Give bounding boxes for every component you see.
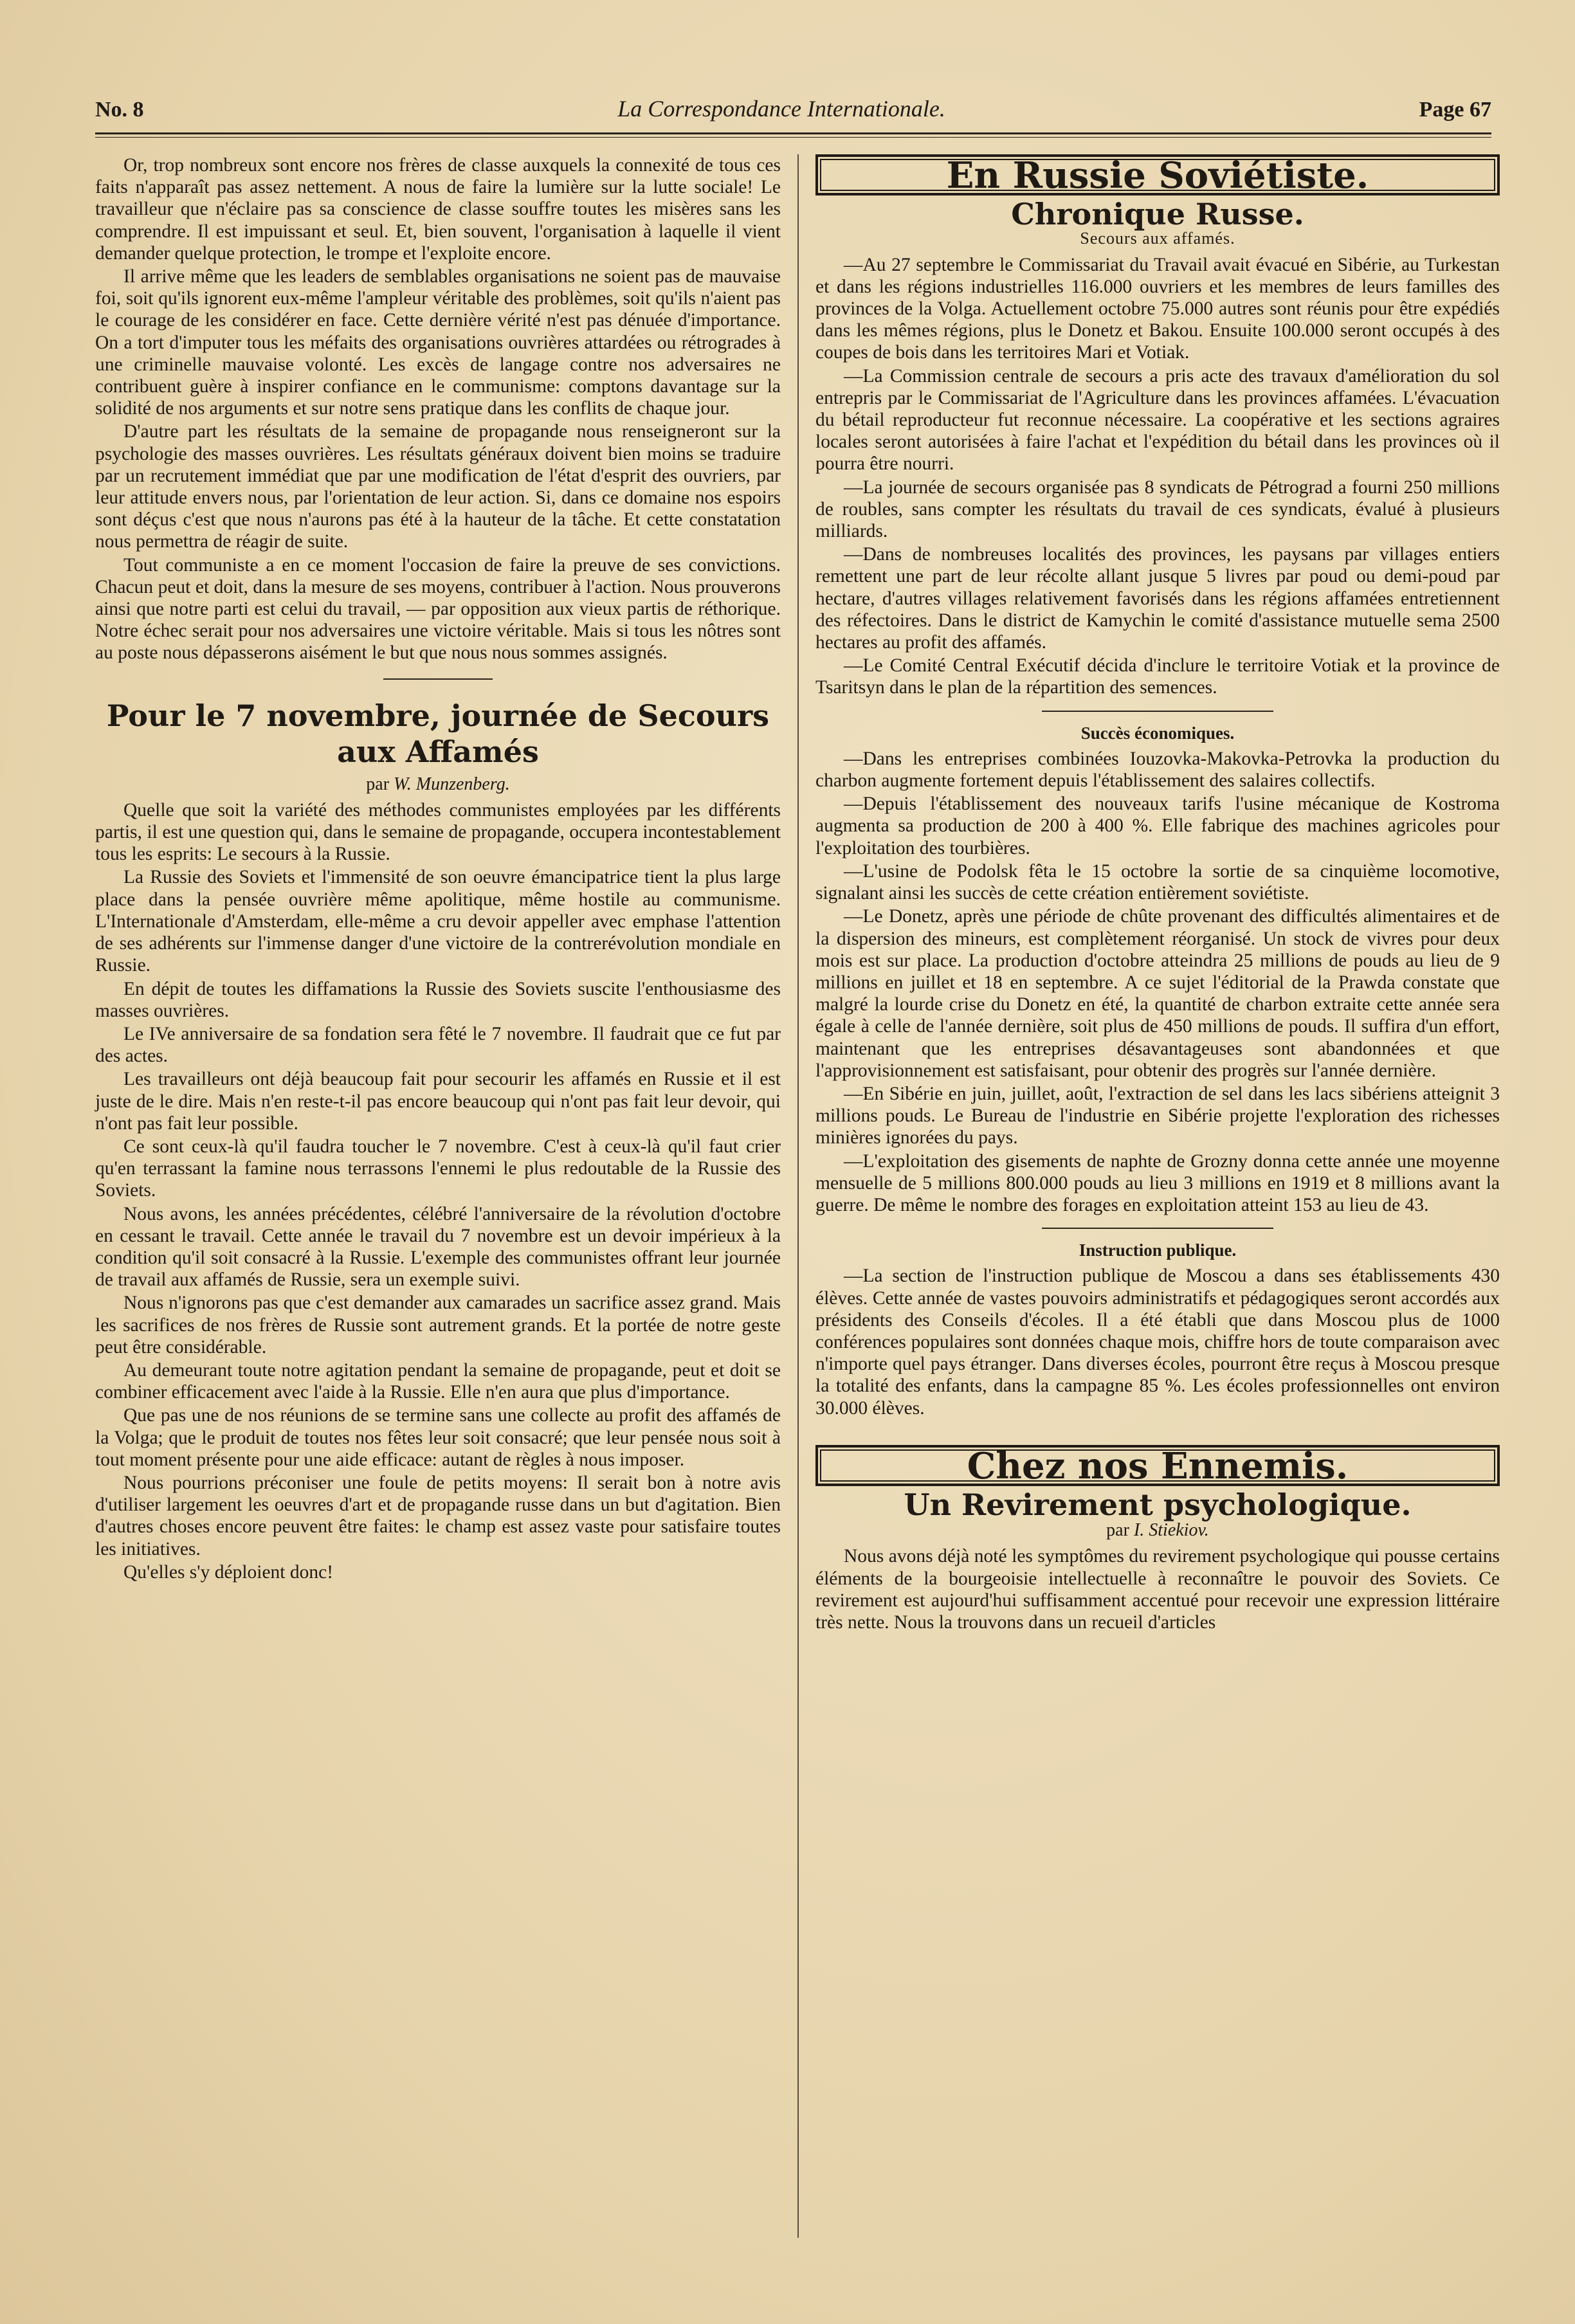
issue-number: No. 8 <box>95 98 144 122</box>
section-head-succes: Succès économiques. <box>1080 723 1235 743</box>
paragraph: —Le Donetz, après une période de chûte provenant des difficultés alimentaires et de la dispersion des mineurs, est complètement réorganisé. Un stock de vivres pour deux mois est sur place. La production d'octobre atteindra 25 millions de pouds au lieu de 9 millions en juillet et 18 en septembre. A ce sujet l'éditorial de la Prawda constate que malgré la lourde crise du Donetz en été, la quantité de charbon extraite cette année sera égale à celle de l'année dernière, soit plus de 450 millions de pouds. Il suffira d'un effort, maintenant que les entreprises désavantageuses sont abandonnées et que l'approvisionnement est satisfaisant, pour obtenir des progrès sur l'année dernière. <box>815 906 1500 1081</box>
paragraph: Nous avons déjà noté les symptômes du revirement psychologique qui pousse certains éléments de la bourgeoisie intellectuelle à reconnaître le pouvoir des Soviets. Ce revirement est aujourd'hui suffisamment accentué pour recevoir une expression littéraire très nette. Nous la trouvons dans un recueil d'articles <box>815 1546 1500 1633</box>
paragraph: Nous n'ignorons pas que c'est demander aux camarades un sacrifice assez grand. Mais les sacrifices de nos frères de Russie sont autrement grands. Et la portée de notre geste peut être considérable. <box>95 1293 781 1357</box>
page-header <box>95 95 1491 134</box>
paragraph: —En Sibérie en juin, juillet, août, l'extraction de sel dans les lacs sibériens atteignit 3 millions pouds. Le Bureau de l'industrie en Sibérie projette l'exploration des richesses minières ignorées du pays. <box>815 1083 1500 1148</box>
article-body <box>95 799 781 1583</box>
left-column <box>95 154 781 1583</box>
section-separator <box>1042 1228 1273 1229</box>
journal-title: La Correspondance Internationale. <box>617 96 945 122</box>
spacer <box>815 1419 1500 1445</box>
paragraph: —Depuis l'établissement des nouveaux tarifs l'usine mécanique de Kostroma augmenta sa production de 200 à 400 %. Elle fabrique des machines agricoles pour l'exploitation des tourbières. <box>815 794 1500 858</box>
paragraph: —Dans de nombreuses localités des provinces, les paysans par villages entiers remettent une part de leur récolte allant jusque 5 livres par poud ou demi-poud par hectare, d'autres villages relativement favorisés dans les régions affamées entretiennent des réfectoires. Dans le district de Kamychin le comité d'assistance mutuelle sema 2500 hectares au profit des affamés. <box>815 544 1500 653</box>
header-rule <box>95 132 1491 134</box>
section-head-instruction: Instruction publique. <box>1079 1240 1237 1260</box>
paragraph: Qu'elles s'y déploient donc! <box>123 1561 334 1583</box>
byline-prefix: par <box>366 774 390 794</box>
paragraph: —L'exploitation des gisements de naphte de Grozny donna cette année une moyenne mensuelle de 5 millions 800.000 pouds au lieu 3 millions en 1919 et 8 millions avant la guerre. De même le nombre des forages en exploitation atteint 153 au lieu de 43. <box>815 1150 1500 1215</box>
paragraph: Il arrive même que les leaders de semblables organisations ne soient pas de mauvaise foi, soit qu'ils ignorent eux-même l'ampleur véritable des problèmes, soit qu'ils n'aient pas le courage de les considérer en face. Cette dernière vérité n'est pas dénuée d'importance. On a tort d'imputer tous les méfaits des organisations ouvrières attardées ou rétrogrades à une criminelle mauvaise volonté. Les excès de langage contre nos adversaires ne contribuent guère à inspirer confiance en le communisme: comptons davantage sur la solidité de nos arguments et sur notre sens pratique dans les conflits de chaque jour. <box>95 266 781 419</box>
paragraph: —La Commission centrale de secours a pris acte des travaux d'amélioration du sol entrepris par le Commissariat de l'Agriculture dans les provinces affamées. L'évacuation du bétail reproducteur fut reconnue nécessaire. La coopérative et les sections agraires locales seront autorisées à faire l'achat et l'expédition du bétail dans les provinces où il pourra être nourri. <box>815 365 1500 475</box>
revirement-title: Un Revirement psychologique. <box>904 1487 1412 1522</box>
paragraph: Que pas une de nos réunions de se termine sans une collecte au profit des affamés de la Volga; que le produit de toutes nos fêtes leur soit consacré; que leur pensée nous soit à tout moment présente pour une aide efficace: autant de règles à nous imposer. <box>95 1405 781 1470</box>
intro-text <box>95 154 781 664</box>
byline-prefix: par <box>1106 1520 1129 1541</box>
byline-author: W. Munzenberg. <box>394 774 510 794</box>
article-byline <box>95 774 781 795</box>
section-head-secours: Secours aux affamés. <box>1080 229 1235 248</box>
paragraph: —Au 27 septembre le Commissariat du Travail avait évacué en Sibérie, au Turkestan et dans les régions industrielles 116.000 ouvriers et les membres de leurs familles des provinces de la Volga. Actuellement octobre 75.000 autres sont réunis pour être expédiés dans les mêmes régions, plus le Donetz et Bakou. Ensuite 100.000 seront occupés à des coupes de bois dans les territoires Mari et Votiak. <box>815 254 1500 363</box>
paragraph: —Dans les entreprises combinées Iouzovka-Makovka-Petrovka la production du charbon augmente fortement depuis l'établissement des salaires collectifs. <box>815 748 1500 792</box>
paragraph: Or, trop nombreux sont encore nos frères de classe auxquels la connexité de tous ces faits n'apparaît pas assez nettement. A nous de faire la lumière sur la lutte sociale! Le travailleur que n'éclaire pas sa conscience de classe souffre toutes les misères sans les comprendre. Il est impuissant et seul. Et, bien souvent, l'organisation à laquelle il vient demander quelque protection, le trompe et l'exploite encore. <box>95 155 781 264</box>
byline-author: I. Stiekiov. <box>1133 1520 1209 1541</box>
paragraph: D'autre part les résultats de la semaine de propagande nous renseigneront sur la psychologie des masses ouvrières. Les résultats généraux doivent bien moins se traduire par un recrutement immédiat que par une modification de l'état d'esprit des ouvriers, par leur attitude envers nous, par l'orientation de leur action. Si, dans ce domaine nos espoirs sont déçus c'est que nous n'aurons pas été à la hauteur de la tâche. Et cette constatation nous permettra de réagir de suite. <box>95 421 781 552</box>
column-divider <box>797 154 799 2238</box>
paragraph: Ce sont ceux-là qu'il faudra toucher le 7 novembre. C'est à ceux-là qu'il faut crier qu'en terrassant la famine nous terrassons l'ennemi le plus redoutable de la Russie des Soviets. <box>95 1136 781 1201</box>
page-number: Page 67 <box>1419 98 1491 122</box>
section-box-ennemis: Chez nos Ennemis. <box>815 1445 1500 1486</box>
paragraph: Les travailleurs ont déjà beaucoup fait pour secourir les affamés en Russie et il est juste de le dire. Mais n'en reste-t-il pas encore beaucoup qui n'ont pas fait leur devoir, qui n'ont pas fait leur possible. <box>95 1069 781 1134</box>
paragraph: —La section de l'instruction publique de Moscou a dans ses établissements 430 élèves. Cette année de vastes pouvoirs administratifs et pédagogiques seront accordés aux présidents des Conseils d'écoles. Il a été établi que dans Moscou plus de 1000 conférences populaires sont données chaque mois, chiffre hors de toute comparaison avec n'importe quel pays étranger. Dans diverses écoles, pourront être reçus à Moscou presque la totalité des enfants, dans la campagne 85 %. Les écoles professionnelles ont environ 30.000 élèves. <box>815 1266 1500 1419</box>
section-separator <box>1042 711 1273 712</box>
header-rule-thin <box>95 137 1491 138</box>
revirement-byline <box>815 1520 1500 1541</box>
paragraph: Nous avons, les années précédentes, célébré l'anniversaire de la révolution d'octobre en cessant le travail. Cette année le travail du 7 novembre est un devoir impérieux à la condition qu'il soit consacré à la Russie. L'exemple des communistes offrant leur journée de travail aux affamés de Russie, sera un exemple suivi. <box>95 1203 781 1291</box>
paragraph: Tout communiste a en ce moment l'occasion de faire la preuve de ses convictions. Chacun peut et doit, dans la mesure de ses moyens, contribuer à l'action. Nous prouverons ainsi que notre parti est celui du travail, — par opposition aux vieux partis de réthorique. Notre échec serait pour nos adversaires une victoire véritable. Mais si tous les nôtres sont au poste nous dépasserons aisément le but que nous nous sommes assignés. <box>95 554 781 664</box>
paragraph: —Le Comité Central Exécutif décida d'inclure le territoire Votiak et la province de Tsaritsyn dans le plan de la répartition des semences. <box>815 655 1500 698</box>
paragraph: La Russie des Soviets et l'immensité de son oeuvre émancipatrice tient la plus large place dans la pensée ouvrière même apolitique, même hostile au communisme. L'Internationale d'Amsterdam, elle-même a cru devoir appeller avec emphase l'attention de ses adhérents sur l'immense danger d'une victoire de la contrerévolution mondiale en Russie. <box>95 867 781 976</box>
paragraph: —L'usine de Podolsk fêta le 15 octobre la sortie de sa cinquième locomotive, signalant ainsi les succès de cette création entièrement soviétiste. <box>815 860 1500 904</box>
paragraph: Au demeurant toute notre agitation pendant la semaine de propagande, peut et doit se combiner efficacement avec l'aide à la Russie. Elle n'en aura que plus d'importance. <box>95 1359 781 1403</box>
chronique-title: Chronique Russe. <box>1011 197 1304 232</box>
paragraph: En dépit de toutes les diffamations la Russie des Soviets suscite l'enthousiasme des masses ouvrières. <box>95 978 781 1021</box>
section-separator <box>383 678 493 680</box>
paragraph: Quelle que soit la variété des méthodes communistes employées par les différents partis, il est une question qui, dans le semaine de propagande, occupera incontestablement tous les esprits: Le secours à la Russie. <box>95 799 781 865</box>
article-title: Pour le 7 novembre, journée de Secours aux Affamés <box>106 698 770 769</box>
right-column <box>815 154 1500 1633</box>
section-box-russie: En Russie Soviétiste. <box>815 154 1500 195</box>
paragraph: Nous pourrions préconiser une foule de petits moyens: Il serait bon à notre avis d'utiliser largement les oeuvres d'art et de propagande russe dans un but d'agitation. Bien d'autres choses encore peuvent être faites: le champ est assez vaste pour satisfaire toutes les initiatives. <box>95 1472 781 1559</box>
paragraph: —La journée de secours organisée pas 8 syndicats de Pétrograd a fourni 250 millions de roubles, sans compter les résultats du travail de ces syndicats, évalué à plusieurs milliards. <box>815 477 1500 542</box>
paragraph: Le IVe anniversaire de sa fondation sera fêté le 7 novembre. Il faudrait que ce fut par des actes. <box>95 1023 781 1067</box>
